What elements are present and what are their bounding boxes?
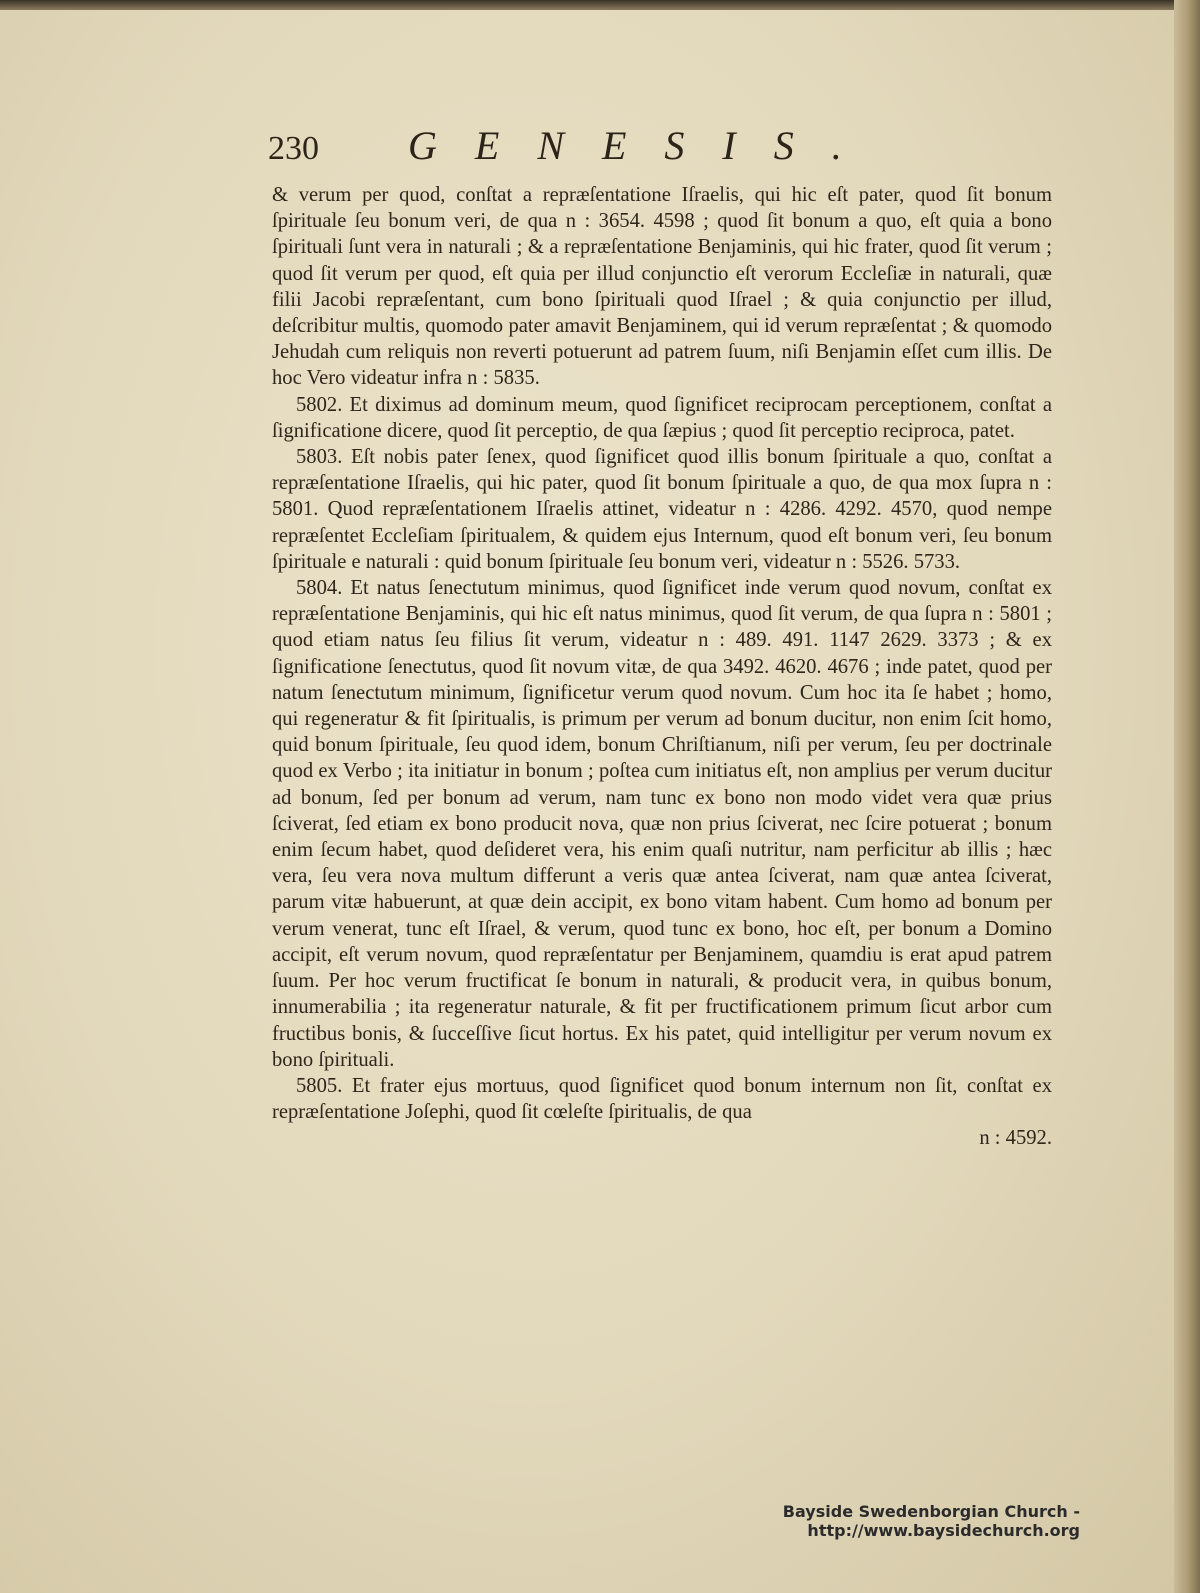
body-text — [272, 182, 1052, 1152]
running-title: GENESIS. — [408, 123, 880, 168]
book-top-edge — [0, 0, 1200, 10]
footer-credit: Bayside Swedenborgian Church - http://www.baysidechurch.org — [782, 1502, 1080, 1540]
trailing-reference: n : 4592. — [979, 1127, 1052, 1150]
paragraph-5803: 5803. Eſt nobis pater ſenex, quod ſignificet quod illis bonum ſpirituale a quo, conſtat a repræſentatione Iſraelis, qui hic pater, quod ſit bonum ſpirituale a quo, de qua mox ſupra n : 5801. Quod repræſentationem Iſraelis attinet, videatur n : 4286. 4292. 4570, quod nempe repræſentet Eccleſiam ſpiritualem, & quidem ejus Internum, quod eſt bonum veri, ſeu bonum ſpirituale e naturali : quid bonum ſpirituale ſeu bonum veri, videatur n : 5526. 5733. — [272, 446, 1052, 573]
paragraph-5804: 5804. Et natus ſenectutum minimus, quod ſignificet inde verum quod novum, conſtat ex repræſentatione Benjaminis, qui hic eſt natus minimus, quod ſit verum, de qua ſupra n : 5801 ; quod etiam natus ſeu filius ſit verum, videatur n : 489. 491. 1147 2629. 3373 ; & ex ſignificatione ſenectutus, quod ſit novum vitæ, de qua 3492. 4620. 4676 ; inde patet, quod per natum ſenectutum minimum, ſignificetur verum quod novum. Cum hoc ita ſe habet ; homo, qui regeneratur & fit ſpiritualis, is primum per verum ad bonum ducitur, non enim ſcit homo, quid bonum ſpirituale, ſeu quod idem, bonum Chriſtianum, niſi per verum, ſeu per doctrinale quod ex Verbo ; ita initiatur in bonum ; poſtea cum initiatus eſt, non amplius per verum ducitur ad bonum, ſed per bonum ad verum, nam tunc ex bono non modo videt vera quæ prius ſciverat, ſed etiam ex bono producit nova, quæ non prius ſciverat, nec ſcire potuerat ; bonum enim ſecum habet, quod deſideret vera, his enim quaſi nutritur, nam perficitur ab illis ; hæc vera, ſeu vera nova multum differunt a veris quæ antea ſciverat, nam quæ antea ſciverat, parum vitæ habuerunt, at quæ dein accipit, ex bono vitam habent. Cum homo ad bonum per verum venerat, tunc eſt Iſrael, & verum, quod tunc ex bono, hoc eſt, per bonum a Domino accipit, eſt verum novum, quod repræſentatur per Benjaminem, quamdiu is erat apud patrem ſuum. Per hoc verum fructificat ſe bonum in naturali, & producit vera, in quibus bonum, innumerabilia ; ita regeneratur naturale, & fit per fructificationem primum ſicut arbor cum fructibus bonis, & ſucceſſive ſicut hortus. Ex his patet, quid intelligitur per verum novum ex bono ſpirituali. — [272, 577, 1052, 1071]
paragraph-continuation: & verum per quod, conſtat a repræſentatione Iſraelis, qui hic eſt pater, quod ſit bonum ſpirituale ſeu bonum veri, de qua n : 3654. 4598 ; quod ſit bonum a quo, eſt quia a bono ſpirituali ſunt vera in naturali ; & a repræſentatione Benjaminis, qui hic frater, quod ſit verum ; quod ſit verum per quod, eſt quia per illud conjunctio eſt verorum Eccleſiæ in naturali, quæ filii Jacobi repræſentant, cum bono ſpirituali quod Iſrael ; & quia conjunctio per illud, deſcribitur multis, quomodo pater amavit Benjaminem, qui id verum repræſentat ; & quomodo Jehudah cum reliquis non reverti potuerunt ad patrem ſuum, niſi Benjamin eſſet cum illis. De hoc Vero videatur infra n : 5835. — [272, 184, 1052, 390]
book-right-edge — [1174, 0, 1200, 1593]
page-header — [268, 122, 1088, 182]
paragraph-5802: 5802. Et diximus ad dominum meum, quod ſignificet reciprocam perceptionem, conſtat a ſignificatione dicere, quod ſit perceptio, de qua ſæpius ; quod ſit perceptio reciproca, patet. — [272, 393, 1052, 442]
book-page — [0, 10, 1174, 1593]
page-number: 230 — [268, 130, 319, 167]
paragraph-5805: 5805. Et frater ejus mortuus, quod ſignificet quod bonum internum non ſit, conſtat ex repræſentatione Joſephi, quod ſit cœleſte ſpiritualis, de qua — [272, 1074, 1052, 1124]
